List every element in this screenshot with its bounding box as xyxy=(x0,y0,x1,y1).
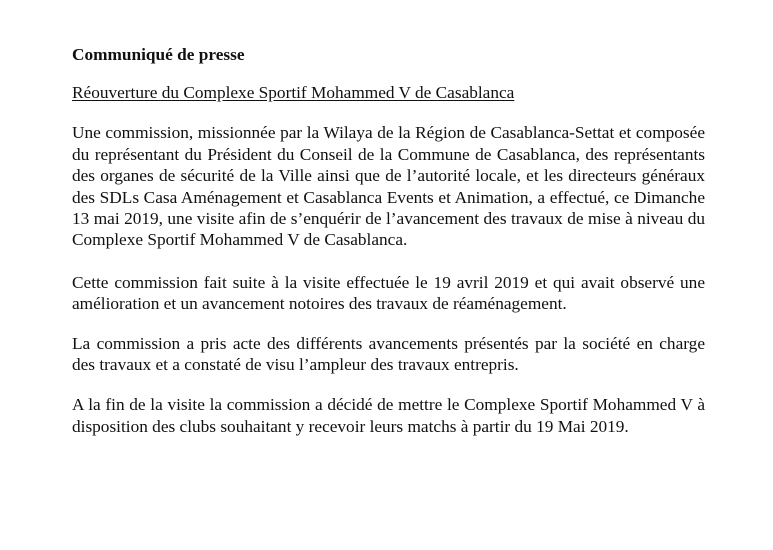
document-subtitle: Réouverture du Complexe Sportif Mohammed V de Casablanca xyxy=(72,83,515,102)
paragraph-reopening: A la fin de la visite la commission a décidé de mettre le Complexe Sportif Mohammed V à disposition des clubs souhaitant y recevoir leurs matchs à partir du 19 Mai 2019. xyxy=(72,395,705,436)
paragraph-commission: Une commission, missionnée par la Wilaya de la Région de Casablanca-Settat et composée du représentant du Président du Conseil de la Commune de Casablanca, des représentants des organes de sécurité de la Ville ainsi que de l’autorité locale, et les directeurs généraux des SDLs Casa Aménagement et Casablanca Events et Animation, a effectué, ce Dimanche 13 mai 2019, une visite afin de s’enquérir de l’avancement des travaux de mise à niveau du Complexe Sportif Mohammed V de Casablanca. xyxy=(72,123,705,250)
document-heading: Communiqué de presse xyxy=(72,45,245,64)
press-release-page xyxy=(72,44,705,437)
paragraph-progress: La commission a pris acte des différents avancements présentés par la société en charge des travaux et a constaté de visu l’ampleur des travaux entrepris. xyxy=(72,333,705,375)
paragraph-previous-visit: Cette commission fait suite à la visite effectuée le 19 avril 2019 et qui avait observé une amélioration et un avancement notoires des travaux de réaménagement. xyxy=(72,272,705,314)
